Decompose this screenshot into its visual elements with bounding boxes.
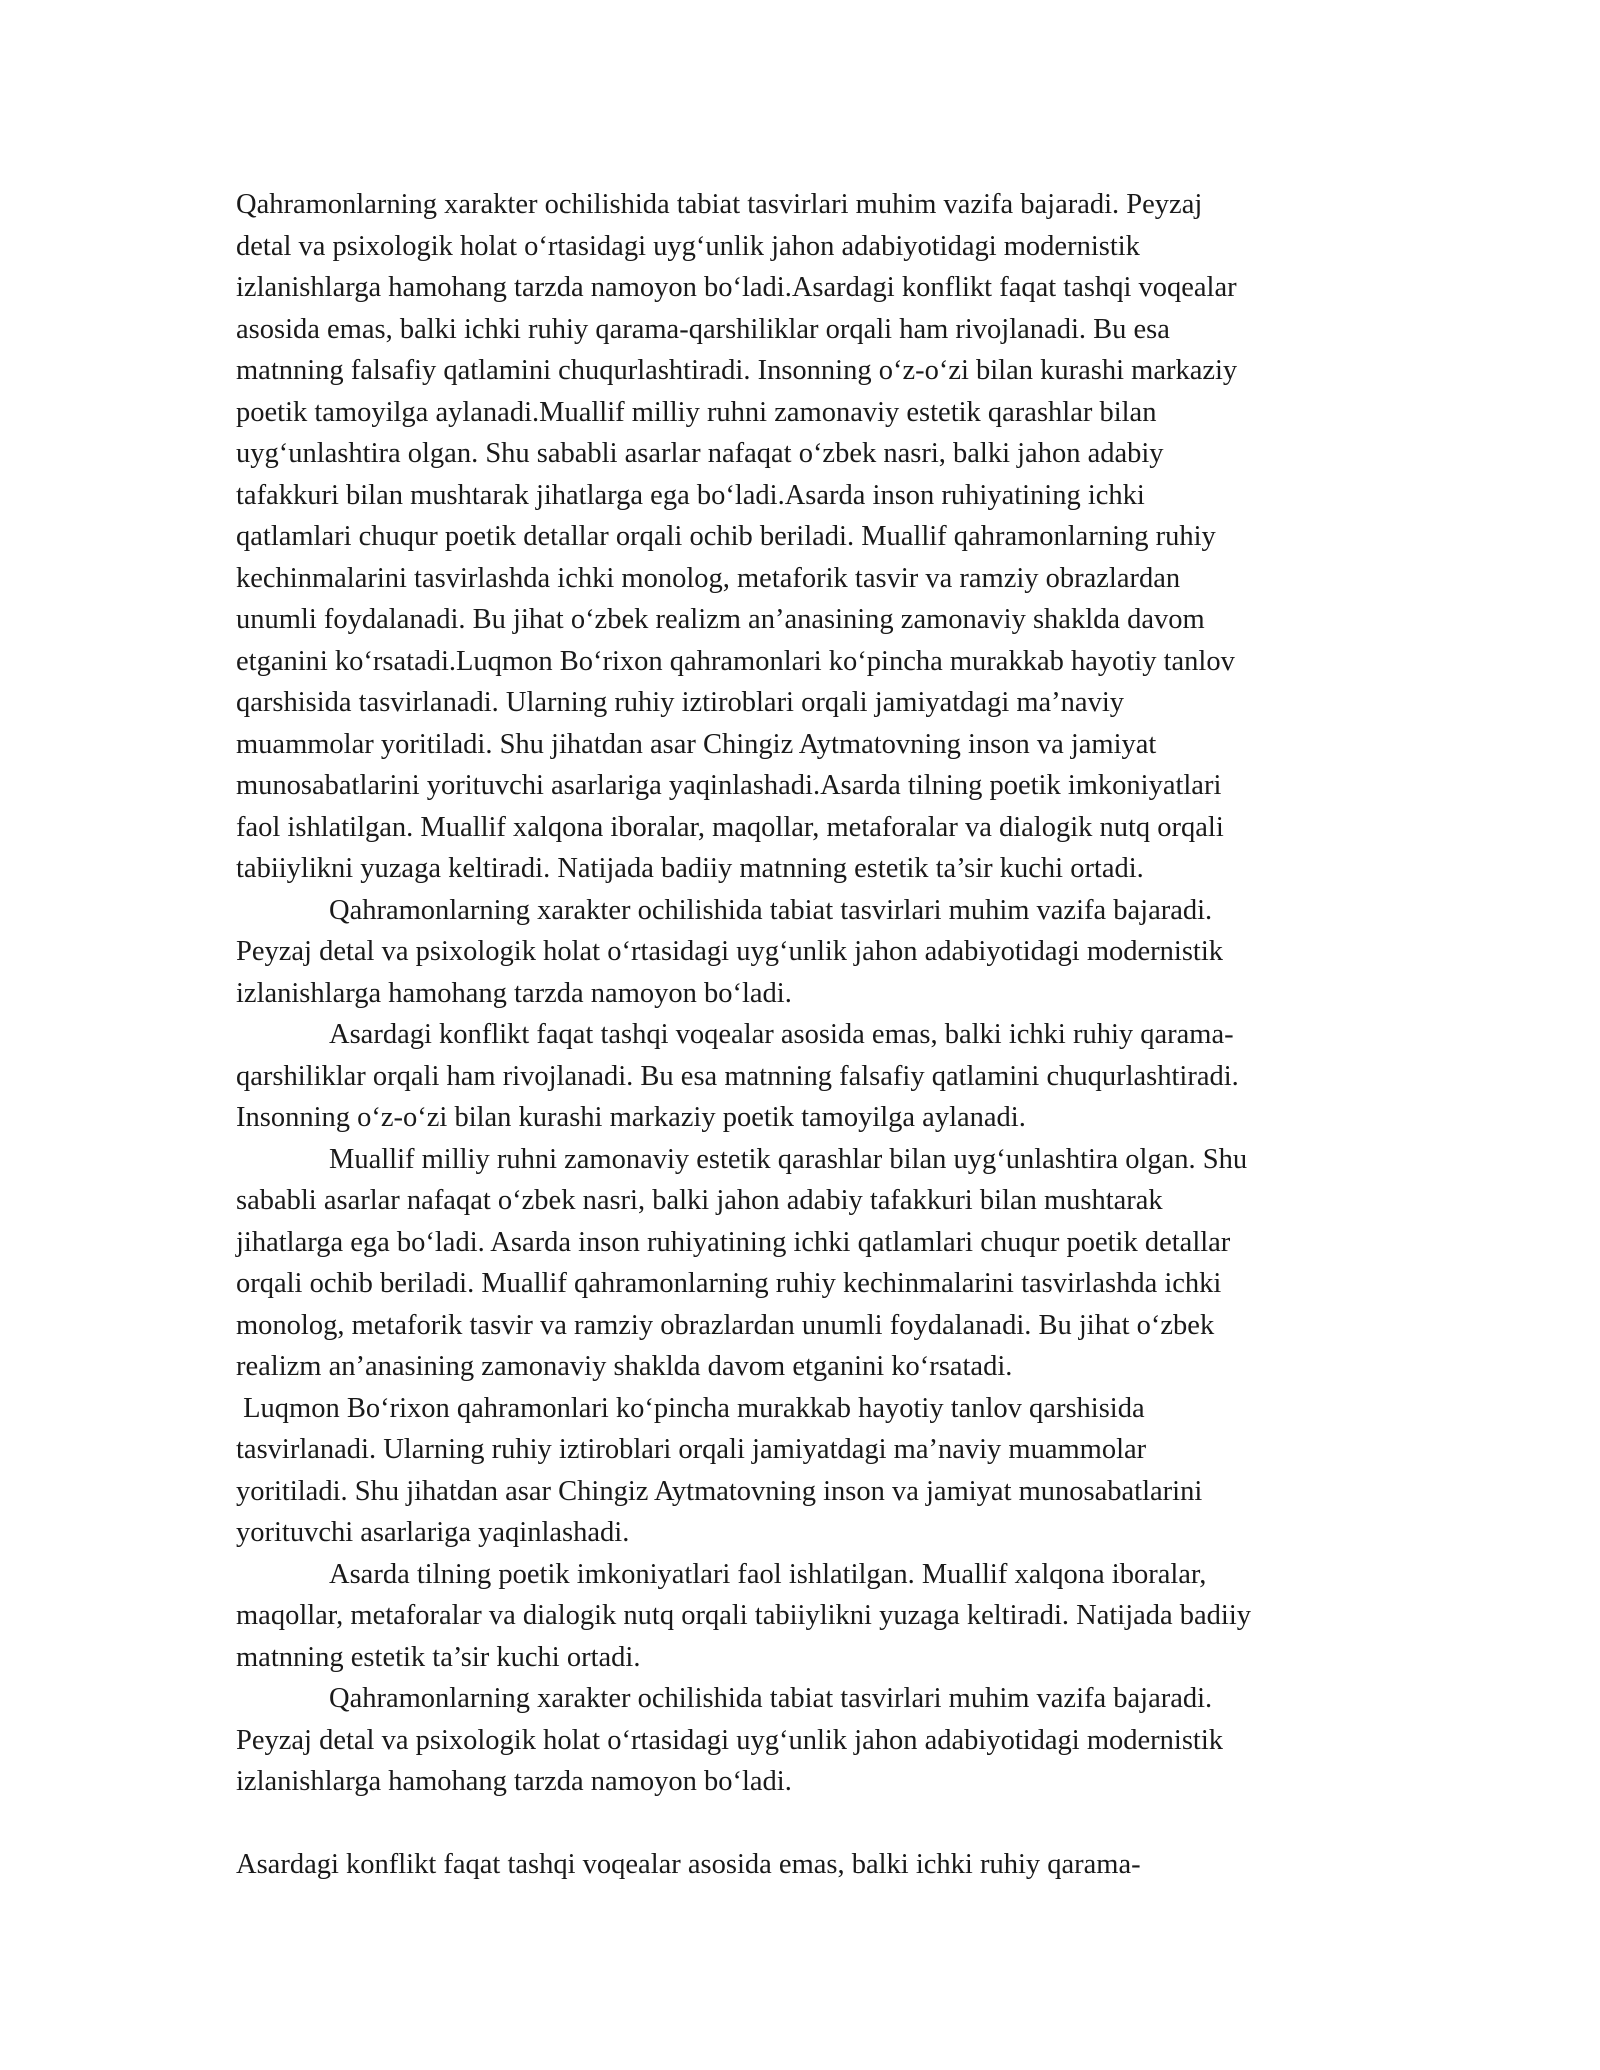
text-line: faol ishlatilgan. Muallif xalqona iboralar, maqollar, metaforalar va dialogik nutq orqali — [236, 811, 1224, 843]
text-line: Qahramonlarning xarakter ochilishida tabiat tasvirlari muhim vazifa bajaradi. Peyzaj — [236, 189, 1203, 220]
text-line: jihatlarga ega bo‘ladi. Asarda inson ruhiyatining ichki qatlamlari chuqur poetik detallar — [236, 1226, 1231, 1258]
text-line: Asardagi konflikt faqat tashqi voqealar asosida emas, balki ichki ruhiy qarama- — [236, 1849, 1141, 1880]
text-line: qarshisida tasvirlanadi. Ularning ruhiy iztiroblari orqali jamiyatdagi ma’naviy — [236, 687, 1124, 718]
text-line: matnning falsafiy qatlamini chuqurlashtiradi. Insonning o‘z-o‘zi bilan kurashi markaziy — [236, 355, 1238, 386]
text-line: kechinmalarini tasvirlashda ichki monolog, metaforik tasvir va ramziy obrazlardan — [236, 562, 1181, 594]
text-line: izlanishlarga hamohang tarzda namoyon bo‘ladi. — [236, 1766, 792, 1797]
blank-line — [236, 1803, 1356, 1845]
text-line: izlanishlarga hamohang tarzda namoyon bo‘ladi.Asardagi konflikt faqat tashqi voqealar — [236, 272, 1237, 303]
text-line: poetik tamoyilga aylanadi.Muallif milliy ruhni zamonaviy estetik qarashlar bilan — [236, 396, 1157, 428]
text-line: etganini ko‘rsatadi.Luqmon Bo‘rixon qahramonlari ko‘pincha murakkab hayotiy tanlov — [236, 645, 1235, 677]
text-line: detal va psixologik holat o‘rtasidagi uyg‘unlik jahon adabiyotidagi modernistik — [236, 230, 1140, 262]
text-line: qarshiliklar orqali ham rivojlanadi. Bu esa matnning falsafiy qatlamini chuqurlashtiradi. — [236, 1060, 1239, 1092]
text-line: izlanishlarga hamohang tarzda namoyon bo‘ladi. — [236, 977, 792, 1009]
document-body-text — [236, 184, 1356, 1886]
text-line: munosabatlarini yorituvchi asarlariga yaqinlashadi.Asarda tilning poetik imkoniyatlari — [236, 770, 1222, 801]
text-line: monolog, metaforik tasvir va ramziy obrazlardan unumli foydalanadi. Bu jihat o‘zbek — [236, 1309, 1215, 1341]
text-line: uyg‘unlashtira olgan. Shu sababli asarlar nafaqat o‘zbek nasri, balki jahon adabiy — [236, 438, 1164, 469]
text-line-indented: Asarda tilning poetik imkoniyatlari faol ishlatilgan. Muallif xalqona iboralar, — [329, 1558, 1207, 1590]
text-line: sababli asarlar nafaqat o‘zbek nasri, balki jahon adabiy tafakkuri bilan mushtarak — [236, 1185, 1163, 1216]
text-line: Insonning o‘z-o‘zi bilan kurashi markaziy poetik tamoyilga aylanadi. — [236, 1102, 1026, 1133]
text-line: realizm an’anasining zamonaviy shaklda davom etganini ko‘rsatadi. — [236, 1351, 1013, 1382]
text-line-indented: Asardagi konflikt faqat tashqi voqealar asosida emas, balki ichki ruhiy qarama- — [329, 1019, 1234, 1050]
text-line: tafakkuri bilan mushtarak jihatlarga ega bo‘ladi.Asarda inson ruhiyatining ichki — [236, 479, 1145, 511]
text-line: Peyzaj detal va psixologik holat o‘rtasidagi uyg‘unlik jahon adabiyotidagi modernistik — [236, 936, 1224, 967]
text-line: yorituvchi asarlariga yaqinlashadi. — [236, 1517, 630, 1548]
text-line: muammolar yoritiladi. Shu jihatdan asar Chingiz Aytmatovning inson va jamiyat — [236, 728, 1157, 760]
text-line: tabiiylikni yuzaga keltiradi. Natijada badiiy matnning estetik ta’sir kuchi ortadi. — [236, 853, 1144, 884]
text-line: tasvirlanadi. Ularning ruhiy iztiroblari orqali jamiyatdagi ma’naviy muammolar — [236, 1434, 1147, 1465]
text-line: Peyzaj detal va psixologik holat o‘rtasidagi uyg‘unlik jahon adabiyotidagi modernistik — [236, 1724, 1224, 1756]
text-line: qatlamlari chuqur poetik detallar orqali ochib beriladi. Muallif qahramonlarning ruhiy — [236, 521, 1216, 552]
text-line-indented: Qahramonlarning xarakter ochilishida tabiat tasvirlari muhim vazifa bajaradi. — [329, 894, 1213, 926]
text-line: unumli foydalanadi. Bu jihat o‘zbek realizm an’anasining zamonaviy shaklda davom — [236, 604, 1205, 635]
text-line-indented: Muallif milliy ruhni zamonaviy estetik qarashlar bilan uyg‘unlashtira olgan. Shu — [329, 1143, 1248, 1175]
text-line: Luqmon Bo‘rixon qahramonlari ko‘pincha murakkab hayotiy tanlov qarshisida — [236, 1392, 1145, 1424]
text-line: yoritiladi. Shu jihatdan asar Chingiz Aytmatovning inson va jamiyat munosabatlarini — [236, 1475, 1203, 1507]
text-line: orqali ochib beriladi. Muallif qahramonlarning ruhiy kechinmalarini tasvirlashda ichki — [236, 1268, 1222, 1299]
text-line-indented: Qahramonlarning xarakter ochilishida tabiat tasvirlari muhim vazifa bajaradi. — [329, 1683, 1213, 1714]
text-line: asosida emas, balki ichki ruhiy qarama-qarshiliklar orqali ham rivojlanadi. Bu esa — [236, 313, 1170, 345]
text-line: matnning estetik ta’sir kuchi ortadi. — [236, 1641, 641, 1673]
text-line: maqollar, metaforalar va dialogik nutq orqali tabiiylikni yuzaga keltiradi. Natijada badiiy — [236, 1600, 1252, 1631]
